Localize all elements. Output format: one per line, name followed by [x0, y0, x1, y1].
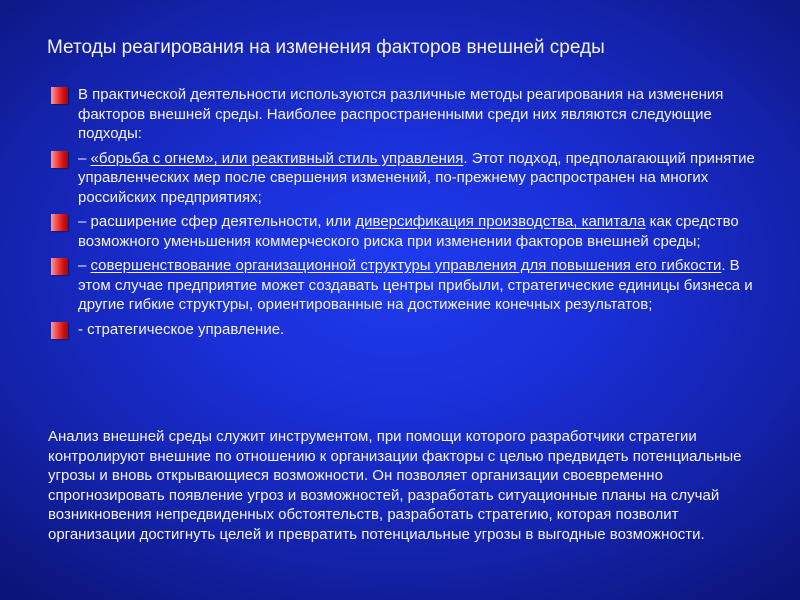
bullet-list — [50, 85, 760, 344]
bullet-link[interactable]: «борьба с огнем», или реактивный стиль управления — [90, 149, 464, 167]
summary-paragraph: Анализ внешней среды служит инструментом, при помощи которого разработчики стратегии контролируют внешние по отношению к организации факторы с целью предвидеть потенциальные угрозы и вновь открывающиеся возможности. Он позволяет организации своевременно спрогнозировать появление угроз и возможностей, разработать ситуационные планы на случай возникновения непредвиденных обстоятельств, разработать стратегию, которая позволит организации достигнуть целей и превратить потенциальные угрозы в выгодные возможности. — [48, 428, 742, 543]
bullet-prefix: – — [78, 149, 91, 167]
slide-title: Методы реагирования на изменения факторов внешней среды — [47, 37, 605, 58]
bullet-item — [50, 149, 760, 208]
bullet-text: - стратегическое управление. — [78, 320, 285, 338]
bullet-square-icon — [51, 258, 68, 275]
bullet-prefix: – расширение сфер деятельности, или — [78, 213, 356, 230]
bullet-item — [50, 320, 760, 340]
bullet-item — [50, 256, 760, 315]
bullet-suffix: . Этот подход, предполагающий принятие управленческих мер после свершения изменений, по-прежнему распространен на многих российских предприятиях; — [78, 149, 755, 206]
bullet-link[interactable]: совершенствование организационной структуры управления для повышения его гибкости — [90, 257, 722, 274]
bullet-square-icon — [51, 151, 68, 168]
bullet-prefix: – — [78, 257, 91, 274]
bullet-square-icon — [51, 214, 68, 231]
bullet-suffix: как средство возможного уменьшения коммерческого риска при изменении факторов внешней среды; — [78, 213, 739, 250]
bullet-square-icon — [51, 87, 68, 104]
bullet-suffix: . В этом случае предприятие может создавать центры прибыли, стратегические единицы бизнеса и другие гибкие структуры, ориентированные на достижение конечных результатов; — [78, 257, 753, 313]
bullet-text: В практической деятельности используются различные методы реагирования на изменения факторов внешней среды. Наиболее распространенными среди них являются следующие подходы: — [78, 86, 724, 142]
bullet-link[interactable]: диверсификация производства, капитала — [355, 213, 646, 230]
bullet-item — [50, 212, 760, 251]
bullet-square-icon — [51, 322, 68, 339]
bullet-item — [50, 85, 760, 144]
